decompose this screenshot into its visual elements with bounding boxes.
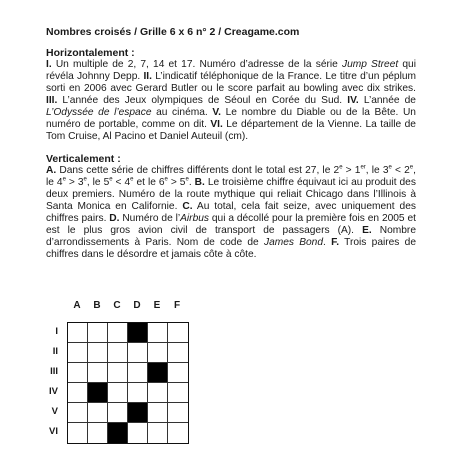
grid-cell-F-III[interactable] <box>168 363 188 383</box>
clue-A-part: > 5 <box>167 177 186 188</box>
vertical-clues <box>46 165 416 261</box>
grid-cell-C-I[interactable] <box>108 323 128 343</box>
grid-cell-F-VI[interactable] <box>168 423 188 443</box>
clue-B-text: Le troisième chiffre équivaut ici au produit des deux premiers. Numéro de la route mythique qui reliait Chicago dans l’Illinois à Santa Monica en Californie. <box>46 177 416 212</box>
clue-label-C: C. <box>182 201 193 212</box>
crossword-grid <box>67 322 189 444</box>
clue-E-text: Nombre d’arrondissements à Paris. Nom de code de <box>46 225 416 248</box>
clue-D-text-a: Numéro de l’ <box>122 213 181 224</box>
grid-cell-C-V[interactable] <box>108 403 128 423</box>
grid-cell-B-II[interactable] <box>88 343 108 363</box>
row-label: I <box>55 326 58 337</box>
row-label: IV <box>49 386 58 397</box>
grid-cell-D-III[interactable] <box>128 363 148 383</box>
clue-A-sup: e <box>388 164 392 171</box>
clue-label-F: F. <box>331 237 340 248</box>
clue-A-sup: e <box>62 176 66 183</box>
clue-A-part: et le 6 <box>133 177 165 188</box>
grid-cell-E-I[interactable] <box>148 323 168 343</box>
clue-VI-text: Le département de la Vienne. La taille de Tom Cruise, Al Pacino et Daniel Auteuil (cm). <box>46 119 416 142</box>
clue-A-sup: er <box>360 164 366 171</box>
clue-E-text-b: . <box>323 237 326 248</box>
grid-cell-F-I[interactable] <box>168 323 188 343</box>
black-cell <box>128 323 148 343</box>
clue-A-part: > 3 <box>65 177 84 188</box>
row-labels <box>44 322 58 442</box>
clue-label-D: D. <box>109 213 120 224</box>
clue-A-sup: e <box>130 176 134 183</box>
black-cell <box>148 363 168 383</box>
clue-A-sup: e <box>409 164 414 171</box>
clue-II-text: L’indicatif téléphonique de la France. Le titre d’un péplum sorti en 2006 avec Gerard Butler ou le score parfait au bowling avec dix strikes. <box>46 71 417 94</box>
black-cell <box>88 383 108 403</box>
row-label: V <box>51 406 58 417</box>
clue-A-sup: e <box>185 176 189 183</box>
clue-V-text: Le nombre du Diable ou de la Bête. Un numéro de portable, comme on dit. <box>46 107 416 130</box>
grid-cell-C-III[interactable] <box>108 363 128 383</box>
clue-label-B: B. <box>194 177 205 188</box>
grid-cell-B-V[interactable] <box>88 403 108 423</box>
grid-cell-F-IV[interactable] <box>168 383 188 403</box>
column-label: F <box>173 300 181 311</box>
document-page <box>46 26 416 261</box>
grid-cell-D-II[interactable] <box>128 343 148 363</box>
clue-label-I: I. <box>46 59 52 70</box>
column-label: E <box>153 300 161 311</box>
column-label: C <box>113 300 121 311</box>
row-label: II <box>52 346 58 357</box>
grid-cell-B-III[interactable] <box>88 363 108 383</box>
clue-IV-text-a: L’année de <box>363 95 416 106</box>
black-cell <box>108 423 128 443</box>
horizontal-clues <box>46 59 416 143</box>
clue-I-italic: Jump Street <box>341 59 399 70</box>
section-gap <box>46 143 416 153</box>
clue-D-text-b: qui a décollé pour la première fois en 2005 et est le plus gros avion civil de transport de passagers (A). <box>46 213 416 236</box>
clue-D-italic: Airbus <box>180 213 210 224</box>
clue-A-sup: e <box>164 176 168 183</box>
vertical-heading: Verticalement : <box>46 153 121 165</box>
grid-cell-A-V[interactable] <box>68 403 88 423</box>
clue-A-sup: e <box>109 176 113 183</box>
grid-cell-F-V[interactable] <box>168 403 188 423</box>
clue-A-part: , le 4 <box>46 165 416 188</box>
grid-cell-E-IV[interactable] <box>148 383 168 403</box>
clue-C-text: Au total, cela fait seize, avec uniquement des chiffres pairs. <box>46 201 416 224</box>
grid-cell-F-II[interactable] <box>168 343 188 363</box>
grid-cell-B-VI[interactable] <box>88 423 108 443</box>
clue-A-sup: e <box>339 164 343 171</box>
row-label: VI <box>49 426 58 437</box>
clue-A-part: Dans cette série de chiffres différents dont le total est 27, le 2 <box>59 165 340 176</box>
clue-A-part: , le 3 <box>365 165 389 176</box>
clue-label-IV: IV. <box>347 95 359 106</box>
grid-cell-E-II[interactable] <box>148 343 168 363</box>
grid-cell-E-V[interactable] <box>148 403 168 423</box>
grid-cell-A-VI[interactable] <box>68 423 88 443</box>
grid-cell-A-I[interactable] <box>68 323 88 343</box>
clue-E-italic: James Bond <box>263 237 324 248</box>
clue-IV-italic: L’Odyssée de l’espace <box>46 107 152 118</box>
clue-A-part: < 2 <box>391 165 410 176</box>
black-cell <box>128 403 148 423</box>
column-label: D <box>133 300 141 311</box>
row-label: III <box>50 366 58 377</box>
column-label: A <box>73 300 81 311</box>
column-label: B <box>93 300 101 311</box>
clue-A-part: , le 5 <box>86 177 110 188</box>
clue-label-VI: VI. <box>210 119 223 130</box>
clue-III-text: L’année des Jeux olympiques de Séoul en Corée du Sud. <box>62 95 343 106</box>
grid-cell-C-IV[interactable] <box>108 383 128 403</box>
clue-label-V: V. <box>212 107 222 118</box>
clue-A-part: < 4 <box>112 177 131 188</box>
grid-cell-D-VI[interactable] <box>128 423 148 443</box>
clue-label-III: III. <box>46 95 58 106</box>
clue-A-sup: e <box>83 176 87 183</box>
page-title: Nombres croisés / Grille 6 x 6 n° 2 / Creagame.com <box>46 26 300 38</box>
grid-cell-A-IV[interactable] <box>68 383 88 403</box>
clue-label-E: E. <box>362 225 372 236</box>
grid-cell-C-II[interactable] <box>108 343 128 363</box>
clue-IV-text-b: au cinéma. <box>156 107 208 118</box>
horizontal-heading: Horizontalement : <box>46 47 135 59</box>
clue-A-part: . <box>188 177 192 188</box>
grid-cell-A-III[interactable] <box>68 363 88 383</box>
grid-cell-D-IV[interactable] <box>128 383 148 403</box>
clue-F-text: Trois paires de chiffres dans le désordre et jamais côte à côte. <box>46 237 416 260</box>
grid-cell-A-II[interactable] <box>68 343 88 363</box>
column-labels <box>67 300 187 312</box>
clue-A-part: > 1 <box>342 165 361 176</box>
grid-cell-E-VI[interactable] <box>148 423 168 443</box>
grid-cell-B-I[interactable] <box>88 323 108 343</box>
clue-I-text-b: qui révéla Johnny Depp. <box>46 59 416 82</box>
clue-label-II: II. <box>143 71 152 82</box>
clue-I-text-a: Un multiple de 2, 7, 14 et 17. Numéro d’adresse de la série <box>55 59 338 70</box>
clue-label-A: A. <box>46 165 57 176</box>
